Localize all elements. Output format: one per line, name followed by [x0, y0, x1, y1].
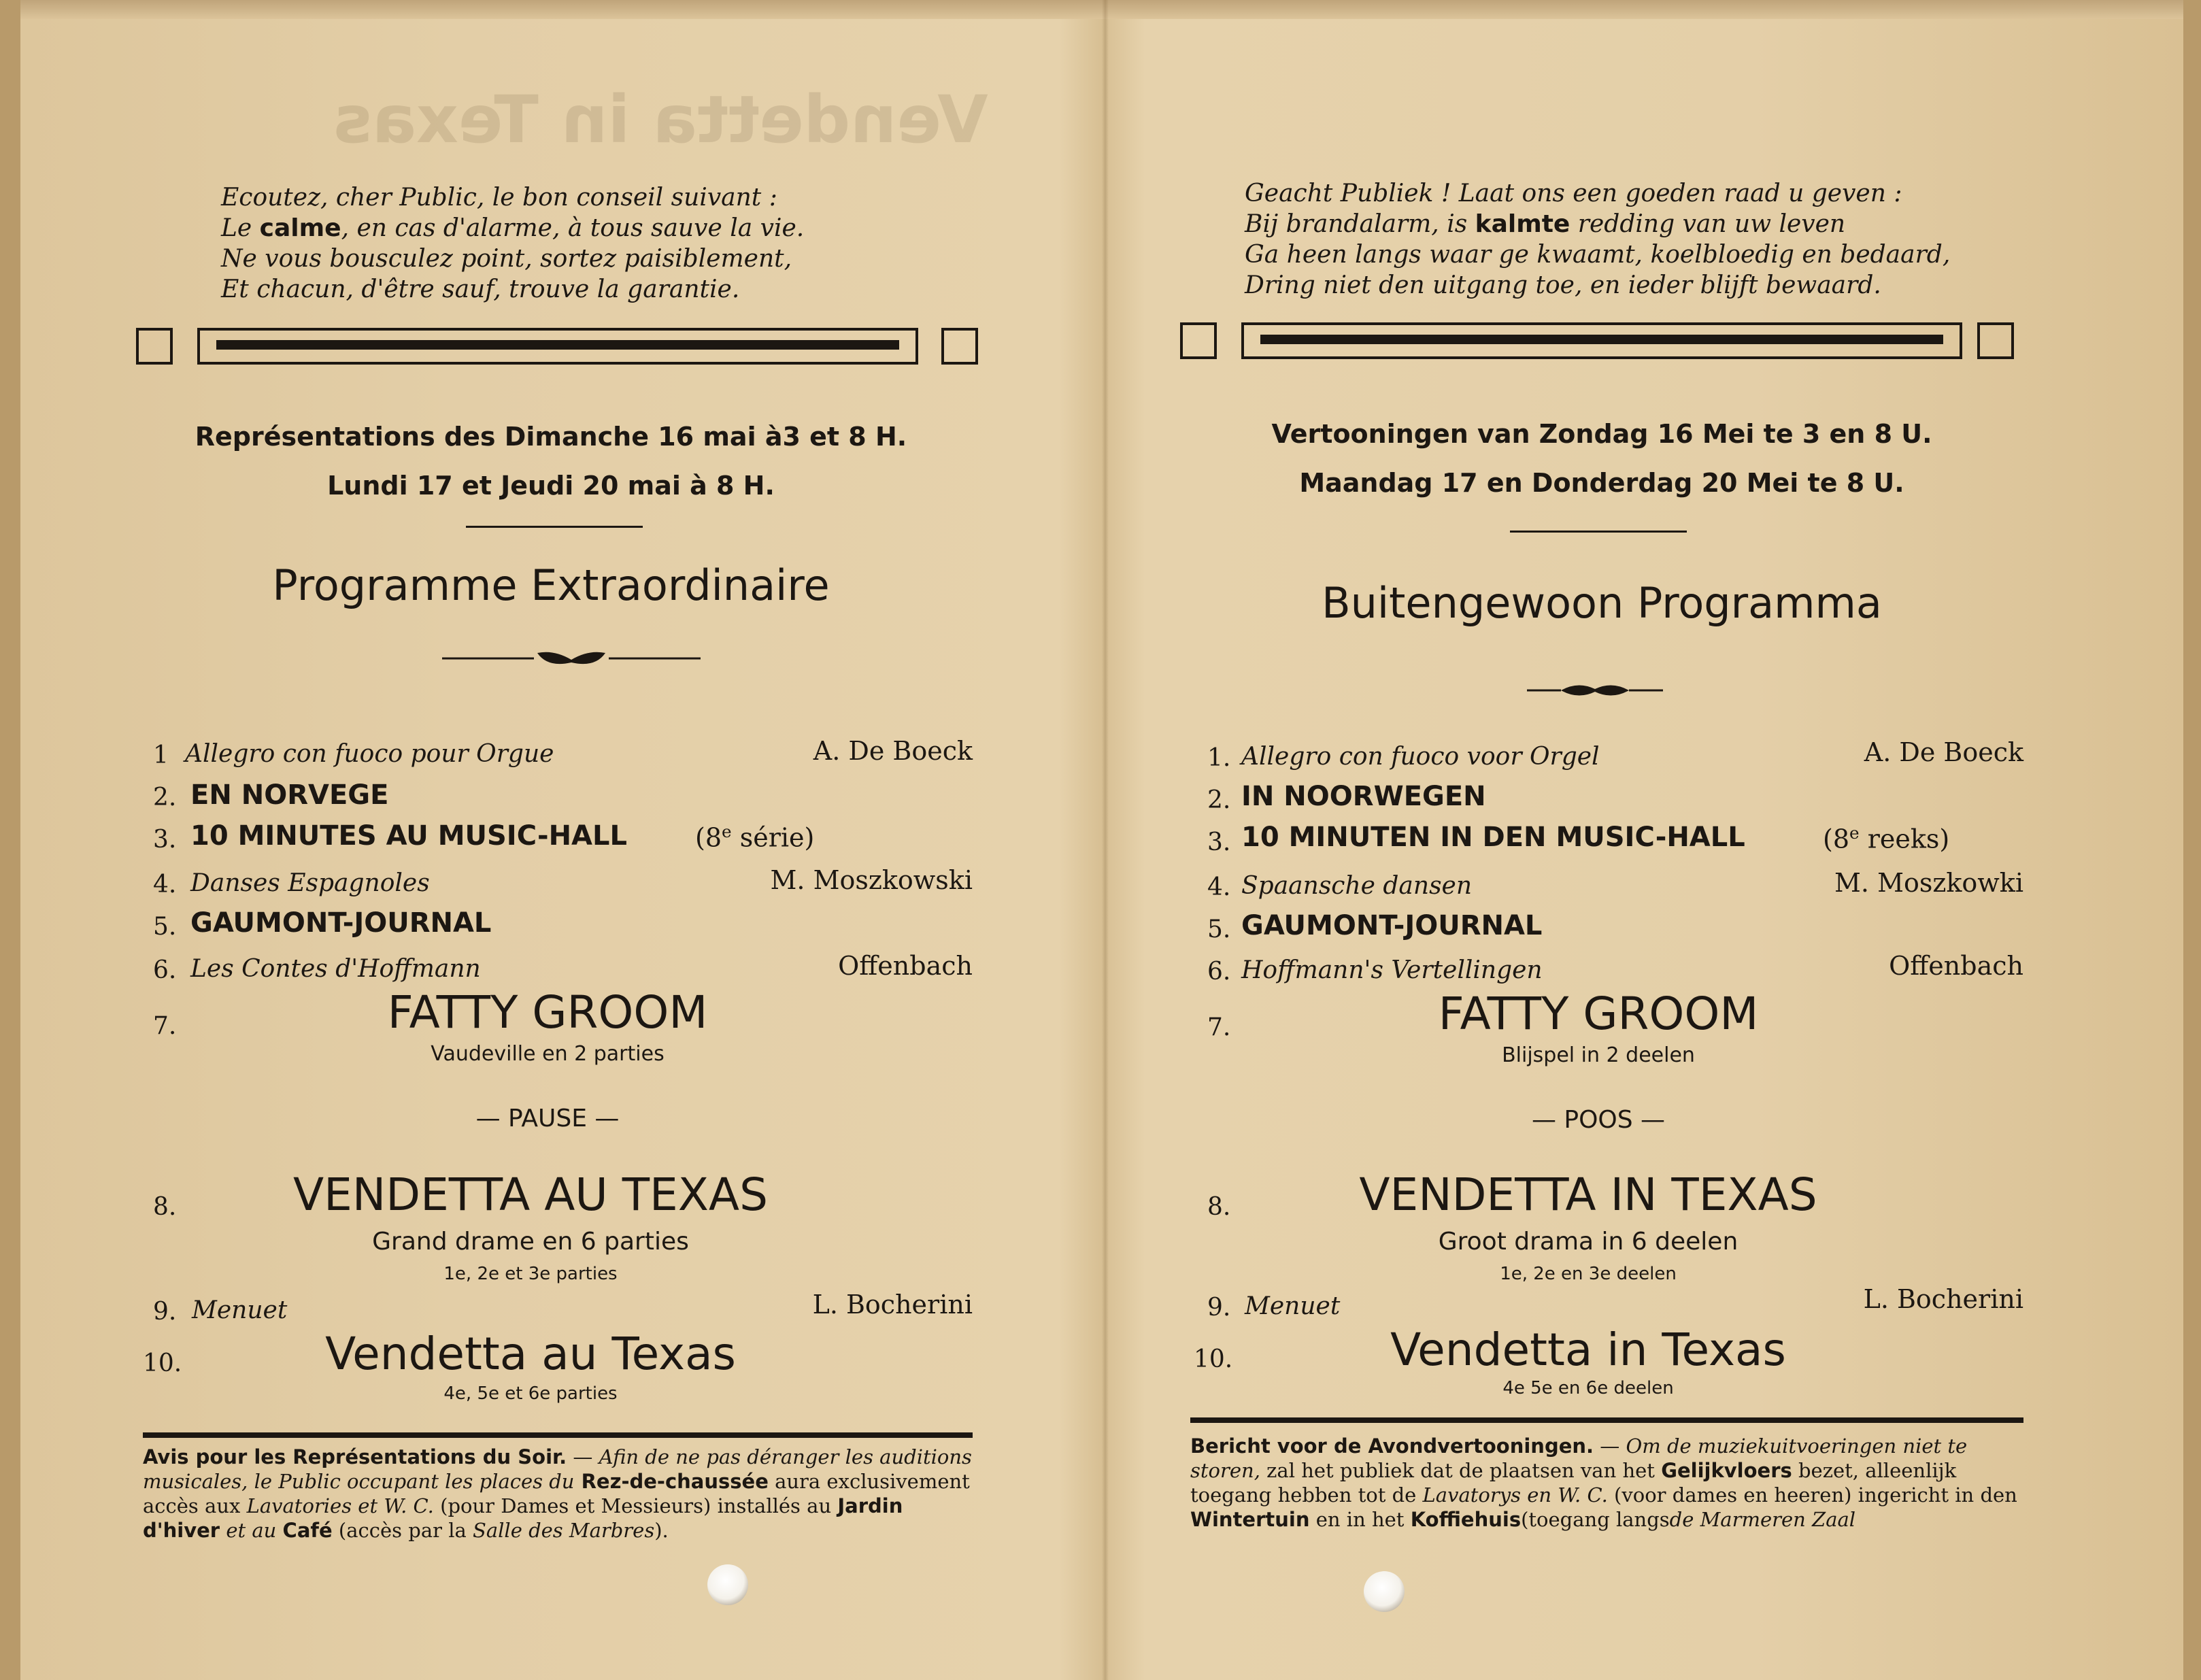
decorative-frame [1180, 321, 2023, 362]
poem-line-2-start: Le [221, 214, 260, 242]
item-number: 6. [1207, 958, 1231, 986]
notice-text: (toegang langs [1521, 1508, 1670, 1531]
ornament-divider [1527, 677, 1663, 704]
item-number: 9. [1207, 1294, 1231, 1322]
notice-text: de Marmeren Zaal [1669, 1508, 1856, 1531]
feature-parts: 1e, 2e en 3e deelen [1500, 1264, 1677, 1284]
item-composer: L. Bocherini [1863, 1284, 2023, 1314]
intermission: — POOS — [1531, 1106, 1666, 1134]
right-page-dutch [1180, 0, 2030, 1680]
item-title: IN NOORWEGEN [1241, 781, 1486, 812]
note-text-end: reeks) [1859, 824, 1950, 854]
item-number: 6. [153, 956, 177, 984]
dates-line-2: Maandag 17 en Donderdag 20 Mei te 8 U. [1299, 468, 1904, 498]
item-number: 3. [153, 826, 177, 854]
item-note [1823, 823, 1949, 854]
item-number: 4. [1207, 873, 1231, 901]
note-text: (8 [1823, 824, 1850, 854]
program-title: Programme Extraordinaire [272, 560, 830, 610]
feature-subtitle: Groot drama in 6 deelen [1438, 1228, 1738, 1256]
notice-emphasis: Rez-de-chaussée [574, 1470, 769, 1493]
item-title: GAUMONT-JOURNAL [190, 907, 492, 939]
poem-line-3: Ga heen langs waar ge kwaamt, koelbloedig en bedaard, [1245, 241, 1951, 269]
safety-poem [1245, 178, 1950, 301]
evening-notice [143, 1445, 973, 1543]
feature-parts: 1e, 2e et 3e parties [443, 1264, 618, 1284]
ornament-divider [442, 646, 701, 673]
poem-keyword: calme [259, 214, 341, 242]
punch-hole [707, 1564, 748, 1605]
notice-text: ). [654, 1519, 669, 1542]
short-rule [1510, 531, 1687, 533]
notice-text: Salle des Marbres [472, 1519, 655, 1542]
poem-line-2-end: redding van uw leven [1570, 210, 1846, 238]
frame-square-left [1180, 322, 1217, 359]
item-number: 8. [1207, 1193, 1231, 1221]
item-composer: L. Bocherini [812, 1290, 973, 1320]
notice-emphasis: Gelijkvloers [1661, 1459, 1792, 1482]
item-title: Menuet [1245, 1292, 1341, 1320]
item-title: Danses Espagnoles [190, 869, 430, 897]
frame-bar [1241, 322, 1962, 359]
item-number: 10. [143, 1349, 182, 1377]
notice-text: (pour Dames et Messieurs) installés au [433, 1494, 838, 1517]
item-number: 2. [1207, 786, 1231, 814]
left-page-french [129, 0, 993, 1680]
dates-line-1: Vertooningen van Zondag 16 Mei te 3 en 8 U. [1271, 419, 1932, 449]
frame-square-right [941, 328, 978, 365]
dates-line-1: Représentations des Dimanche 16 mai à3 et 8 H. [195, 422, 907, 452]
notice-text: en in het [1309, 1508, 1411, 1531]
item-title: GAUMONT-JOURNAL [1241, 910, 1543, 941]
item-composer: A. De Boeck [813, 736, 973, 766]
item-number: 9. [153, 1298, 177, 1326]
feature-title: Vendetta au Texas [325, 1328, 736, 1380]
item-title: Spaansche dansen [1241, 872, 1473, 900]
notice-text: Afin de ne pas déranger les auditions musicales, le Public occupant les places du [143, 1445, 972, 1493]
item-title: Allegro con fuoco voor Orgel [1241, 743, 1600, 771]
item-note [695, 822, 814, 853]
frame-bar [197, 328, 918, 365]
safety-poem [221, 182, 804, 305]
notice-rule [143, 1432, 973, 1438]
feature-title: FATTY GROOM [1438, 988, 1759, 1040]
poem-line-2-start: Bij brandalarm, is [1245, 210, 1475, 238]
notice-emphasis: Koffiehuis [1410, 1508, 1522, 1531]
notice-text: — [1594, 1434, 1626, 1458]
decorative-frame [136, 326, 973, 367]
feature-title: Vendetta in Texas [1390, 1324, 1786, 1376]
poem-line-2-end: , en cas d'alarme, à tous sauve la vie. [341, 214, 805, 242]
notice-text: Lavatories et W. C. [246, 1494, 434, 1517]
feature-parts: 4e, 5e et 6e parties [443, 1383, 618, 1404]
item-number: 3. [1207, 828, 1231, 856]
item-title: 10 MINUTEN IN DEN MUSIC-HALL [1241, 822, 1745, 853]
feature-parts: 4e 5e en 6e deelen [1502, 1378, 1674, 1398]
item-title: Les Contes d'Hoffmann [190, 955, 481, 983]
note-superscript: e [722, 822, 732, 841]
item-number: 7. [153, 1012, 177, 1040]
poem-line-4: Et chacun, d'être sauf, trouve la garantie. [221, 275, 740, 303]
item-number: 7. [1207, 1013, 1231, 1041]
notice-text: bezet, alleenlijk toegang hebben tot de [1190, 1459, 1957, 1507]
item-number: 10. [1194, 1345, 1233, 1373]
item-composer: M. Moszkowki [1834, 868, 2023, 898]
frame-square-left [136, 328, 173, 365]
dates-line-2: Lundi 17 et Jeudi 20 mai à 8 H. [327, 471, 775, 501]
notice-text: Om de muziekuitvoeringen niet te storen, [1190, 1434, 1968, 1482]
notice-emphasis: Jardin d'hiver [143, 1494, 903, 1542]
poem-line-2 [1245, 209, 1950, 239]
intermission: — PAUSE — [475, 1105, 620, 1132]
notice-emphasis: Wintertuin [1190, 1508, 1310, 1531]
note-text-end: série) [731, 822, 815, 853]
item-number: 5. [1207, 915, 1231, 943]
item-composer: A. De Boeck [1864, 737, 2023, 767]
item-title: Allegro con fuoco pour Orgue [185, 740, 554, 768]
frame-square-right [1977, 322, 2014, 359]
notice-heading: Avis pour les Représentations du Soir. [143, 1445, 567, 1468]
center-fold [1102, 0, 1109, 1680]
item-number: 4. [153, 871, 177, 898]
punch-hole [1364, 1571, 1405, 1612]
program-title: Buitengewoon Programma [1322, 578, 1882, 628]
item-title: EN NORVEGE [190, 779, 389, 811]
notice-emphasis: Café [282, 1519, 333, 1542]
item-number: 5. [153, 913, 177, 941]
feature-title: VENDETTA AU TEXAS [293, 1169, 768, 1221]
item-composer: M. Moszkowski [770, 865, 973, 895]
item-composer: Offenbach [1889, 951, 2023, 981]
poem-line-2 [221, 213, 804, 243]
item-number: 1 [153, 741, 169, 769]
item-number: 1. [1207, 744, 1231, 772]
notice-rule [1190, 1417, 2023, 1423]
feature-subtitle: Grand drame en 6 parties [372, 1228, 689, 1256]
poem-line-1: Geacht Publiek ! Laat ons een goeden raad u geven : [1245, 180, 1902, 207]
evening-notice [1190, 1434, 2023, 1532]
item-composer: Offenbach [838, 951, 973, 981]
item-title: 10 MINUTES AU MUSIC-HALL [190, 820, 627, 852]
item-number: 8. [153, 1193, 177, 1221]
poem-line-3: Ne vous bousculez point, sortez paisiblement, [221, 245, 792, 273]
feature-title: VENDETTA IN TEXAS [1359, 1169, 1817, 1221]
bleed-through-text: Vendetta in Texas [333, 82, 988, 158]
notice-text: zal het publiek dat de plaatsen van het [1260, 1459, 1662, 1482]
notice-heading: Bericht voor de Avondvertooningen. [1190, 1434, 1594, 1458]
feature-title: FATTY GROOM [387, 986, 708, 1039]
notice-text: Lavatorys en W. C. [1422, 1483, 1608, 1507]
item-number: 2. [153, 784, 177, 811]
notice-text: et au [220, 1519, 283, 1542]
notice-text: (voor dames en heeren) ingericht in den [1607, 1483, 2017, 1507]
short-rule [466, 526, 643, 528]
feature-subtitle: Blijspel in 2 deelen [1502, 1043, 1695, 1067]
poem-line-4: Dring niet den uitgang toe, en ieder blijft bewaard. [1245, 271, 1881, 299]
notice-text: — [567, 1445, 599, 1468]
poem-line-1: Ecoutez, cher Public, le bon conseil suivant : [221, 184, 777, 212]
feature-subtitle: Vaudeville en 2 parties [431, 1042, 665, 1066]
note-text: (8 [695, 822, 722, 853]
item-title: Menuet [192, 1296, 288, 1324]
note-superscript: e [1849, 823, 1860, 843]
item-title: Hoffmann's Vertellingen [1241, 956, 1543, 984]
notice-text: (accès par la [332, 1519, 473, 1542]
notice-text: aura exclusivement accès aux [143, 1470, 970, 1517]
poem-keyword: kalmte [1475, 210, 1570, 238]
